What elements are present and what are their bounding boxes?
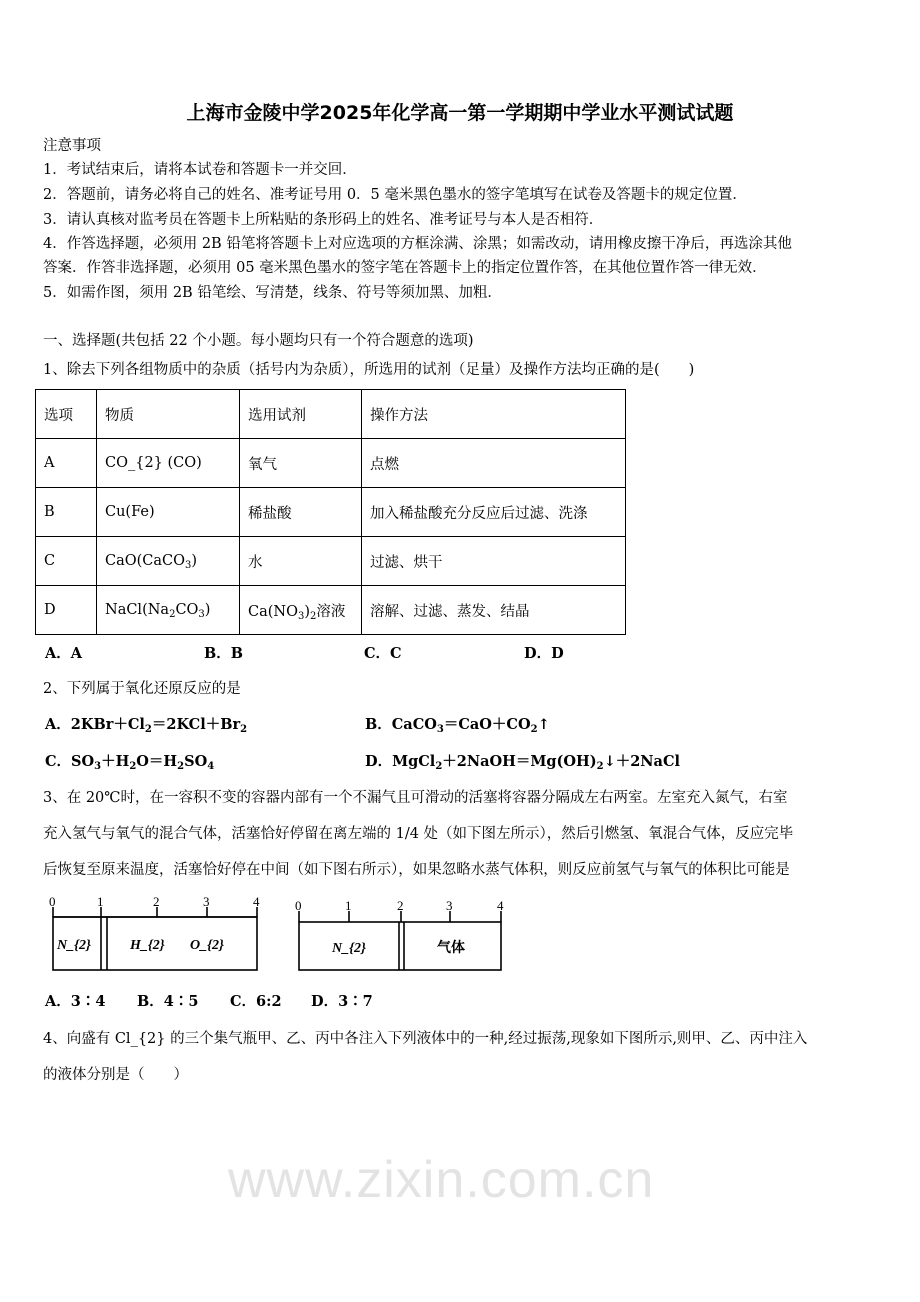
q3-line: 充入氢气与氧气的混合气体，活塞恰好停留在离左端的 1/4 处（如下图左所示），然后引燃氢、氧混合气体，反应完毕	[43, 826, 794, 842]
q2-option-b[interactable]: B．$CaCO_3=CaO+CO_2↑$	[365, 716, 550, 735]
table-row	[36, 439, 626, 488]
tick-label: 4	[497, 898, 504, 913]
cell: C	[36, 537, 97, 586]
piston-diagram	[40, 895, 520, 980]
q1-option-b[interactable]: B．B	[204, 645, 244, 662]
cell: D	[36, 586, 97, 635]
tick-label: 0	[49, 895, 56, 909]
note-item: 3．请认真核对监考员在答题卡上所粘贴的条形码上的姓名、准考证号与本人是否相符．	[43, 212, 604, 228]
header-cell: 物质	[97, 390, 240, 439]
gas-label: 气体	[437, 941, 465, 956]
table-row	[36, 537, 626, 586]
cell: 氧气	[240, 439, 362, 488]
cell: 点燃	[362, 439, 626, 488]
tick-label: 2	[153, 895, 160, 909]
section-heading: 一、选择题(共包括 22 个小题。每小题均只有一个符合题意的选项)	[43, 333, 474, 349]
cell: CaO(CaCO$_3$)	[97, 537, 240, 586]
cell: $Ca(NO_3)_2$溶液	[240, 586, 362, 635]
q1-stem: 1、除去下列各组物质中的杂质（括号内为杂质），所选用的试剂（足量）及操作方法均正确的是( )	[43, 362, 695, 378]
cell: 水	[240, 537, 362, 586]
q3-option-d[interactable]: D．3∶7	[311, 993, 373, 1010]
n2-label: N_{2}	[332, 941, 366, 956]
header-cell: 选用试剂	[240, 390, 362, 439]
note-item: 4．作答选择题，必须用 2B 铅笔将答题卡上对应选项的方框涂满、涂黑；如需改动，请用橡皮擦干净后，再选涂其他	[43, 236, 792, 252]
tick-label: 4	[253, 895, 260, 909]
note-item: 1．考试结束后，请将本试卷和答题卡一并交回．	[43, 162, 357, 178]
header-cell: 操作方法	[362, 390, 626, 439]
q3-option-a[interactable]: A．3∶4	[45, 993, 106, 1010]
q4-line: 的液体分别是（ ）	[43, 1067, 188, 1083]
cell: 加入稀盐酸充分反应后过滤、洗涤	[362, 488, 626, 537]
q3-line: 后恢复至原来温度，活塞恰好停在中间（如下图右所示），如果忽略水蒸气体积，则反应前氢气与氧气的体积比可能是	[43, 862, 790, 878]
cell: 溶解、过滤、蒸发、结晶	[362, 586, 626, 635]
q1-option-d[interactable]: D．D	[524, 645, 564, 662]
right-container	[299, 911, 501, 970]
table-row	[36, 488, 626, 537]
cell: Cu(Fe)	[97, 488, 240, 537]
header-cell: 选项	[36, 390, 97, 439]
notes-heading: 注意事项	[43, 138, 101, 154]
q1-table	[35, 389, 626, 635]
cell: A	[36, 439, 97, 488]
n2-label: N_{2}	[57, 938, 91, 953]
cell: $NaCl(Na_2CO_3)$	[97, 586, 240, 635]
q2-option-d[interactable]: D．$MgCl_2+2NaOH=Mg(OH)_2↓+2NaCl$	[365, 753, 680, 772]
table-header-row	[36, 390, 626, 439]
tick-label: 0	[295, 898, 302, 913]
tick-label: 2	[397, 898, 404, 913]
q1-option-c[interactable]: C．C	[364, 645, 402, 662]
q3-line: 3、在 20℃时，在一容积不变的容器内部有一个不漏气且可滑动的活塞将容器分隔成左右两室。左室充入氮气，右室	[43, 790, 788, 806]
note-item: 2．答题前，请务必将自己的姓名、准考证号用 0．5 毫米黑色墨水的签字笔填写在试卷及答题卡的规定位置．	[43, 187, 747, 203]
table-row	[36, 586, 626, 635]
note-item: 5．如需作图，须用 2B 铅笔绘、写清楚，线条、符号等须加黑、加粗．	[43, 285, 502, 301]
cell: 稀盐酸	[240, 488, 362, 537]
tick-label: 1	[97, 895, 104, 909]
q2-option-c[interactable]: C．$SO_3+H_2O=H_2SO_4$	[45, 753, 215, 772]
q2-option-a[interactable]: A．$2KBr+Cl_2=2KCl+Br_2$	[45, 716, 248, 735]
cell: B	[36, 488, 97, 537]
page-title: 上海市金陵中学2025年化学高一第一学期期中学业水平测试试题	[186, 102, 734, 124]
cell: CO_{2} (CO)	[97, 439, 240, 488]
o2-label: O_{2}	[190, 938, 224, 953]
note-item: 答案．作答非选择题，必须用 05 毫米黑色墨水的签字笔在答题卡上的指定位置作答，在其他位置作答一律无效．	[43, 260, 767, 276]
h2-label: H_{2}	[130, 938, 165, 953]
q4-line: 4、向盛有 Cl_{2} 的三个集气瓶甲、乙、丙中各注入下列液体中的一种,经过振荡,现象如下图所示,则甲、乙、丙中注入	[43, 1031, 808, 1047]
q1-option-a[interactable]: A．A	[45, 645, 83, 662]
watermark: www.zixin.com.cn	[228, 1151, 655, 1209]
q3-option-b[interactable]: B．4∶5	[137, 993, 199, 1010]
q3-option-c[interactable]: C．6:2	[230, 993, 282, 1010]
tick-label: 1	[345, 898, 352, 913]
q2-stem: 2、下列属于氧化还原反应的是	[43, 681, 241, 697]
tick-label: 3	[203, 895, 210, 909]
tick-label: 3	[446, 898, 453, 913]
cell: 过滤、烘干	[362, 537, 626, 586]
